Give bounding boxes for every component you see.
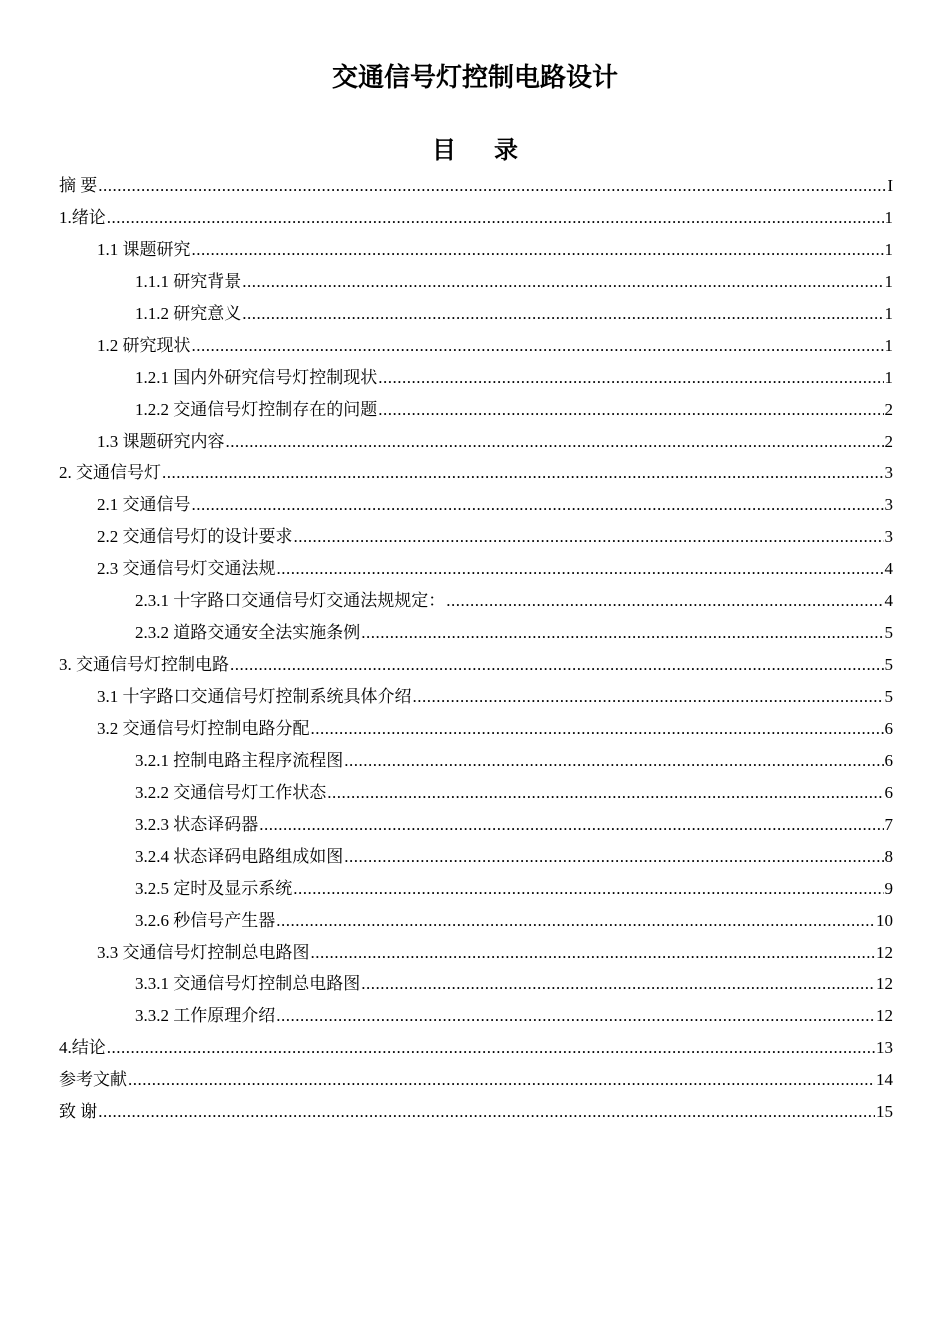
toc-entry-label: 3.3 交通信号灯控制总电路图 [97, 942, 310, 962]
toc-entry[interactable] [59, 1000, 893, 1032]
toc-entry-page-number: 1 [884, 207, 893, 227]
toc-entry-label: 1.1 课题研究 [97, 239, 191, 259]
toc-entry-page-number: 12 [876, 1006, 893, 1026]
toc-entry-label: 3. 交通信号灯控制电路 [59, 655, 229, 675]
toc-entry-label: 2. 交通信号灯 [59, 463, 161, 483]
toc-entry-label: 3.2.4 状态译码电路组成如图 [135, 846, 344, 866]
toc-entry-page-number: 4 [884, 591, 893, 611]
toc-leader-dots [98, 170, 886, 202]
toc-entry[interactable] [59, 617, 893, 649]
toc-entry-page-number: 7 [884, 814, 893, 834]
toc-leader-dots [192, 234, 884, 266]
toc-entry[interactable] [59, 521, 893, 553]
toc-leader-dots [277, 553, 884, 585]
toc-entry-page-number: 4 [884, 559, 893, 579]
toc-leader-dots [107, 202, 884, 234]
toc-entry-label: 摘 要 [59, 176, 98, 195]
toc-leader-dots [192, 489, 884, 521]
toc-entry-page-number: 1 [884, 367, 893, 387]
toc-entry[interactable] [59, 457, 893, 489]
toc-leader-dots [107, 1032, 875, 1064]
toc-entry-page-number: 6 [884, 782, 893, 802]
toc-leader-dots [226, 426, 884, 458]
toc-entry[interactable] [59, 1064, 893, 1096]
toc-entry-page-number: 2 [884, 399, 893, 419]
toc-entry[interactable] [59, 234, 893, 266]
toc-entry-label: 4.结论 [59, 1038, 106, 1058]
toc-entry-page-number: 9 [884, 878, 893, 898]
toc-leader-dots [327, 777, 883, 809]
toc-entry[interactable] [59, 1032, 893, 1064]
toc-entry-page-number: 15 [876, 1102, 893, 1122]
table-of-contents [59, 170, 893, 1128]
toc-entry-label: 3.2.6 秒信号产生器 [135, 910, 276, 930]
toc-entry-page-number: 1 [884, 303, 893, 323]
toc-leader-dots [192, 330, 884, 362]
toc-entry-label: 3.3.2 工作原理介绍 [135, 1006, 276, 1026]
toc-entry-label: 1.1.2 研究意义 [135, 303, 242, 323]
toc-entry-page-number: I [887, 176, 893, 195]
toc-entry-page-number: 8 [884, 846, 893, 866]
toc-entry-label: 1.2.1 国内外研究信号灯控制现状 [135, 367, 378, 387]
toc-leader-dots [344, 841, 883, 873]
toc-entry-label: 3.2.5 定时及显示系统 [135, 878, 293, 898]
toc-entry-label: 致 谢 [59, 1102, 98, 1122]
toc-leader-dots [378, 394, 883, 426]
toc-entry[interactable] [59, 170, 893, 202]
toc-entry-label: 3.2.3 状态译码器 [135, 814, 259, 834]
toc-entry[interactable] [59, 713, 893, 745]
document-title: 交通信号灯控制电路设计 [331, 63, 618, 93]
toc-entry-label: 1.绪论 [59, 207, 106, 227]
toc-entry[interactable] [59, 426, 893, 458]
toc-leader-dots [242, 298, 883, 330]
toc-entry[interactable] [59, 968, 893, 1000]
toc-entry-page-number: 14 [876, 1070, 893, 1090]
toc-entry-label: 3.2.2 交通信号灯工作状态 [135, 782, 327, 802]
toc-leader-dots [311, 937, 876, 969]
toc-entry-page-number: 3 [884, 463, 893, 483]
toc-entry-label: 1.3 课题研究内容 [97, 431, 225, 451]
toc-entry[interactable] [59, 553, 893, 585]
toc-entry-page-number: 13 [876, 1038, 893, 1058]
toc-leader-dots [293, 873, 883, 905]
toc-entry-label: 3.1 十字路口交通信号灯控制系统具体介绍 [97, 687, 412, 706]
toc-leader-dots [276, 1000, 875, 1032]
toc-entry-label: 参考文献 [59, 1070, 127, 1090]
toc-entry-page-number: 1 [884, 335, 893, 355]
toc-entry-page-number: 1 [884, 271, 893, 291]
toc-entry[interactable] [59, 809, 893, 841]
toc-entry-page-number: 5 [884, 687, 893, 706]
toc-entry[interactable] [59, 298, 893, 330]
toc-entry-page-number: 12 [876, 974, 893, 994]
toc-entry-page-number: 5 [884, 623, 893, 643]
toc-entry-page-number: 6 [884, 750, 893, 770]
toc-leader-dots [242, 266, 883, 298]
toc-entry[interactable] [59, 841, 893, 873]
toc-leader-dots [98, 1096, 875, 1128]
toc-entry[interactable] [59, 649, 893, 681]
toc-entry[interactable] [59, 681, 893, 713]
toc-entry-label: 1.2 研究现状 [97, 335, 191, 355]
toc-entry-label: 2.1 交通信号 [97, 495, 191, 515]
toc-entry-label: 2.2 交通信号灯的设计要求 [97, 527, 293, 547]
toc-entry-label: 3.2 交通信号灯控制电路分配 [97, 718, 310, 738]
toc-entry[interactable] [59, 266, 893, 298]
toc-heading-left: 目 [432, 136, 456, 164]
toc-entry[interactable] [59, 937, 893, 969]
toc-leader-dots [361, 617, 883, 649]
toc-leader-dots [162, 457, 884, 489]
toc-leader-dots [294, 521, 884, 553]
toc-leader-dots [276, 905, 875, 937]
toc-entry-label: 1.1.1 研究背景 [135, 271, 242, 291]
toc-leader-dots [259, 809, 883, 841]
toc-entry-label: 3.3.1 交通信号灯控制总电路图 [135, 974, 361, 994]
toc-leader-dots [413, 681, 884, 713]
toc-entry-label: 3.2.1 控制电路主程序流程图 [135, 750, 344, 770]
toc-entry[interactable] [59, 202, 893, 234]
toc-leader-dots [230, 649, 884, 681]
toc-heading [0, 132, 950, 168]
toc-entry-label: 2.3.2 道路交通安全法实施条例 [135, 623, 361, 643]
toc-entry-page-number: 3 [884, 495, 893, 515]
toc-entry[interactable] [59, 394, 893, 426]
toc-entry-page-number: 5 [884, 655, 893, 675]
toc-entry-label: 2.3 交通信号灯交通法规 [97, 559, 276, 579]
toc-entry-page-number: 12 [876, 942, 893, 962]
toc-entry-page-number: 1 [884, 239, 893, 259]
toc-heading-right: 录 [494, 136, 518, 164]
toc-entry[interactable] [59, 330, 893, 362]
toc-leader-dots [446, 585, 883, 617]
toc-entry[interactable] [59, 1096, 893, 1128]
toc-leader-dots [128, 1064, 875, 1096]
toc-entry-page-number: 6 [884, 718, 893, 738]
toc-leader-dots [344, 745, 883, 777]
toc-entry-label: 2.3.1 十字路口交通信号灯交通法规规定： [135, 591, 446, 611]
toc-leader-dots [311, 713, 884, 745]
toc-entry-label: 1.2.2 交通信号灯控制存在的问题 [135, 399, 378, 419]
toc-entry[interactable] [59, 873, 893, 905]
toc-entry[interactable] [59, 777, 893, 809]
toc-entry-page-number: 3 [884, 527, 893, 547]
toc-entry[interactable] [59, 489, 893, 521]
toc-leader-dots [378, 362, 883, 394]
toc-entry[interactable] [59, 362, 893, 394]
toc-leader-dots [361, 968, 875, 1000]
toc-entry-page-number: 10 [876, 910, 893, 930]
toc-entry[interactable] [59, 585, 893, 617]
toc-entry-page-number: 2 [884, 431, 893, 451]
toc-entry[interactable] [59, 905, 893, 937]
toc-entry[interactable] [59, 745, 893, 777]
